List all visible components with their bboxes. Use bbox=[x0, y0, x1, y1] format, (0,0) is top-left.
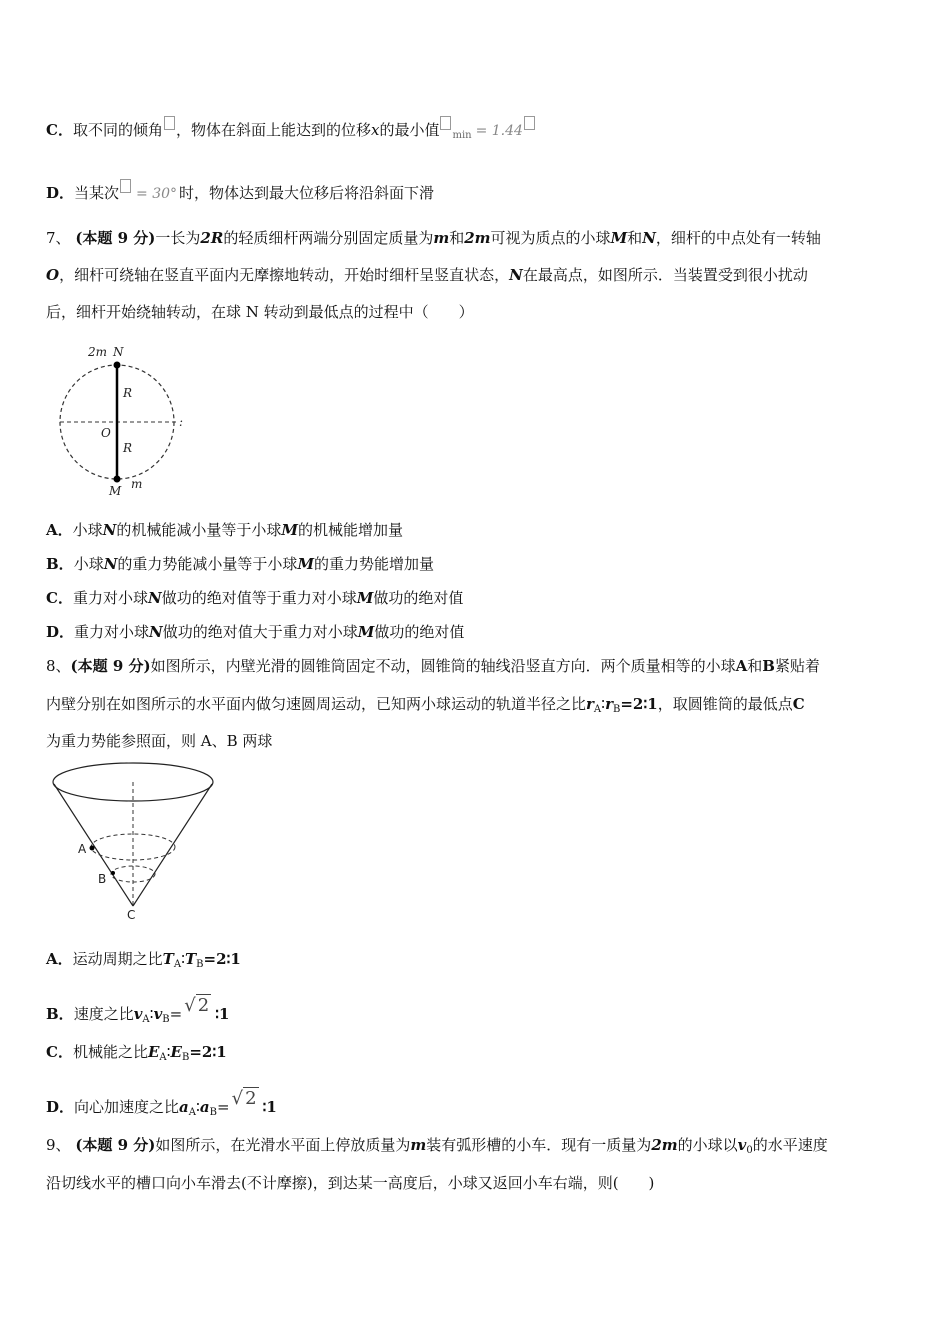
label-a: A bbox=[78, 842, 87, 856]
q7-option-d: D．重力对小球N做功的绝对值大于重力对小球M做功的绝对值 bbox=[46, 623, 465, 641]
q8-option-d: D．向心加速度之比$a_A∶a_B=$ √ 2 ∶1 bbox=[46, 1088, 277, 1118]
ball-n bbox=[114, 362, 121, 369]
q7-stem-line1: 7、 (本题 9 分)一长为2R的轻质细杆两端分别固定质量为m和2m可视为质点的小球M和N，细杆的中点处有一转轴 bbox=[46, 229, 821, 247]
q8-option-b: B．速度之比$v_A∶v_B=$ √ 2 ∶1 bbox=[46, 995, 230, 1025]
sqrt-symbol: √ 2 bbox=[231, 1088, 257, 1109]
q8-stem-line3: 为重力势能参照面，则 A、B 两球 bbox=[46, 732, 273, 750]
sqrt-symbol: √ 2 bbox=[184, 995, 210, 1016]
label-r-upper: R bbox=[123, 386, 133, 400]
label-c: C bbox=[127, 908, 136, 922]
q7-option-a: A．小球N的机械能减小量等于小球M的机械能增加量 bbox=[46, 521, 404, 539]
q9-stem-line1: 9、 (本题 9 分)如图所示，在光滑水平面上停放质量为m装有弧形槽的小车．现有一质量为2m的小球以$v_0$的水平速度 bbox=[46, 1136, 828, 1156]
angle-placeholder bbox=[164, 116, 175, 130]
q8-stem-line2: 内壁分别在如图所示的水平面内做匀速圆周运动，已知两小球运动的轨道半径之比$r_A∶r_B=2∶1$，取圆锥筒的最低点C bbox=[46, 695, 805, 715]
label-n: N bbox=[113, 345, 124, 359]
q7-option-b: B．小球N的重力势能减小量等于小球M的重力势能增加量 bbox=[46, 555, 435, 573]
q8-option-a: A．运动周期之比$T_A∶T_B=2∶1$ bbox=[46, 950, 241, 970]
label-r-lower: R bbox=[123, 441, 133, 455]
edge-mark: : bbox=[179, 415, 184, 429]
q7-option-c: C．重力对小球N做功的绝对值等于重力对小球M做功的绝对值 bbox=[46, 589, 464, 607]
ball-a bbox=[90, 846, 95, 851]
cone-right-side bbox=[133, 784, 212, 906]
label-top-mass: 2m bbox=[88, 345, 108, 359]
unit-placeholder bbox=[524, 116, 535, 130]
label-bottom-mass: m bbox=[131, 477, 143, 491]
q8-option-c: C．机械能之比$E_A∶E_B=2∶1$ bbox=[46, 1043, 227, 1063]
q8-stem-line1: 8、(本题 9 分)如图所示，内壁光滑的圆锥筒固定不动，圆锥筒的轴线沿竖直方向．两个质量相等的小球A和B紧贴着 bbox=[46, 657, 820, 675]
x-placeholder bbox=[440, 116, 451, 130]
label-m: M bbox=[109, 484, 122, 498]
option-letter: C． bbox=[46, 121, 73, 139]
label-o: O bbox=[101, 426, 111, 440]
q7-rod-circle-figure bbox=[55, 342, 190, 502]
q9-stem-line2: 沿切线水平的槽口向小车滑去(不计摩擦)，到达某一高度后，小球又返回小车右端，则( ) bbox=[46, 1174, 655, 1192]
ball-m bbox=[114, 476, 121, 483]
cone-left-side bbox=[54, 784, 133, 906]
ball-b bbox=[111, 871, 115, 875]
angle-placeholder bbox=[120, 179, 131, 193]
q7-stem-line3: 后，细杆开始绕轴转动，在球 N 转动到最低点的过程中（ ） bbox=[46, 303, 474, 321]
option-letter: D． bbox=[46, 184, 75, 202]
q8-cone-figure bbox=[50, 760, 220, 925]
q7-stem-line2: O，细杆可绕轴在竖直平面内无摩擦地转动，开始时细杆呈竖直状态，N在最高点，如图所示．当装置受到很小扰动 bbox=[46, 266, 808, 284]
label-b: B bbox=[98, 872, 107, 886]
q6-option-d: D．当某次 = 30° 时，物体达到最大位移后将沿斜面下滑 bbox=[46, 179, 434, 204]
q6-option-c: C．取不同的倾角 ，物体在斜面上能达到的位移x的最小值 $_{min}$ = 1.44 bbox=[46, 116, 536, 146]
